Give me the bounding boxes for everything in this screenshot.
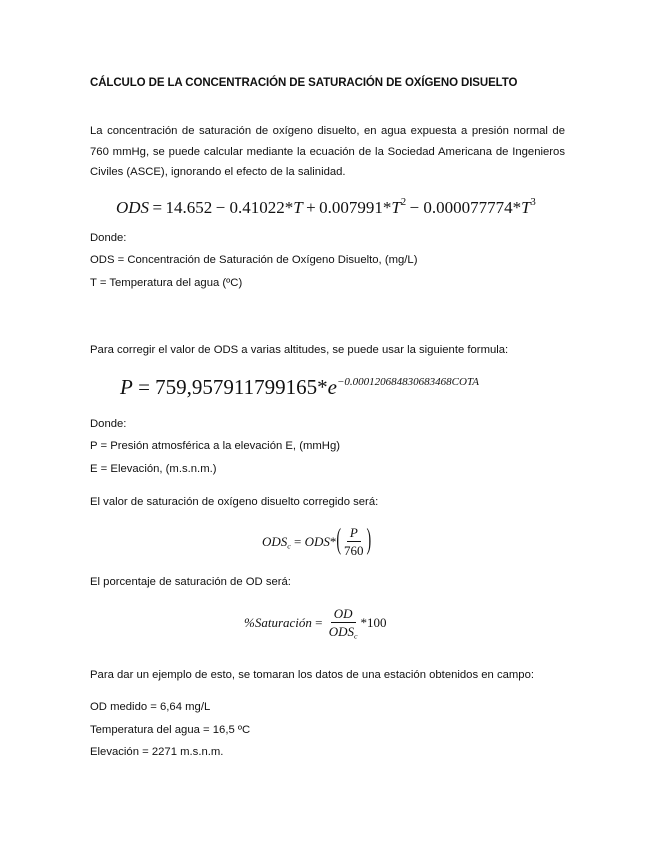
eq3-right-paren: ) xyxy=(366,525,372,557)
eq1-lhs: ODS xyxy=(116,198,150,217)
eq1-exp3: 3 xyxy=(530,197,536,209)
ods-equation: ODS = $14.652 - 0.41022*T + 0.007991*T^2 - 0.000077774*T^3$ xyxy=(116,197,536,217)
eq1-var-a: T xyxy=(293,198,303,217)
eq1-c3: 0.000077774 xyxy=(423,198,513,217)
eq4-denominator-subscript: c xyxy=(354,632,358,642)
definition-e: E = Elevación, (m.s.n.m.) xyxy=(90,463,217,475)
eq3-fraction xyxy=(341,526,367,559)
eq1-var-c: T xyxy=(521,198,531,217)
eq3-lhs: $ODS_c$ xyxy=(262,534,291,552)
definition-ods: ODS = Concentración de Saturación de Oxígeno Disuelto, (mg/L) xyxy=(90,254,418,266)
eq2-lhs: P xyxy=(120,375,133,399)
data-water-temperature: Temperatura del agua = 16,5 ºC xyxy=(90,724,251,736)
eq4-fraction xyxy=(326,607,361,640)
eq2-base: e xyxy=(327,375,337,399)
eq3-rhs: ODS xyxy=(304,534,330,550)
corrected-ods-equation: $ODS_c$ = ODS * ( $\frac{P}{760}$ ) xyxy=(262,525,372,559)
eq3-left-paren: ( xyxy=(336,525,342,557)
eq3-numerator: P xyxy=(347,526,361,542)
percent-intro: El porcentaje de saturación de OD será: xyxy=(90,576,291,588)
eq2-coef: 759,957911799165 xyxy=(155,375,318,399)
definition-t: T = Temperatura del agua (ºC) xyxy=(90,277,243,289)
saturation-percent-equation: %Saturación = $\frac{OD}{ODS_c}$ * 100 xyxy=(244,606,387,642)
data-od-measured: OD medido = 6,64 mg/L xyxy=(90,701,211,713)
eq2-exponent: −0.000120684830683468COTA xyxy=(336,376,479,388)
pressure-equation: $P = 759,957911799165*e^{-0.000120684830683468COTA}$ xyxy=(120,375,479,399)
donde-label-1: Donde: xyxy=(90,232,127,244)
definition-p: P = Presión atmosférica a la elevación E, (mmHg) xyxy=(90,440,340,452)
correction-intro: Para corregir el valor de ODS a varias altitudes, se puede usar la siguiente formula: xyxy=(90,344,509,356)
intro-paragraph: La concentración de saturación de oxígeno disuelto, en agua expuesta a presión normal de 760 mmHg, se puede calcular mediante la ecuación de la Sociedad Americana de Ingenieros Civiles (ASCE), ignorando el efecto de la salinidad. xyxy=(90,125,565,178)
data-elevation: Elevación = 2271 m.s.n.m. xyxy=(90,746,224,758)
eq3-denominator: 760 xyxy=(344,543,364,559)
donde-label-2: Donde: xyxy=(90,418,127,430)
document-title: CÁLCULO DE LA CONCENTRACIÓN DE SATURACIÓN DE OXÍGENO DISUELTO xyxy=(90,77,518,89)
eq4-numerator: OD xyxy=(331,607,356,623)
eq1-var-b: T xyxy=(391,198,401,217)
corrected-intro: El valor de saturación de oxígeno disuelto corregido será: xyxy=(90,496,379,508)
eq1-exp2: 2 xyxy=(400,197,407,209)
eq1-c1: 0.41022 xyxy=(229,198,285,217)
eq1-c2: 0.007991 xyxy=(319,198,383,217)
eq4-denominator: $ODS_c$ xyxy=(328,624,358,642)
eq4-factor: 100 xyxy=(366,615,387,631)
eq1-c0: 14.652 xyxy=(165,198,213,217)
example-intro: Para dar un ejemplo de esto, se tomaran los datos de una estación obtenidos en campo: xyxy=(90,669,534,681)
eq4-lhs: %Saturación xyxy=(244,615,312,631)
eq3-lhs-subscript: c xyxy=(287,542,291,552)
